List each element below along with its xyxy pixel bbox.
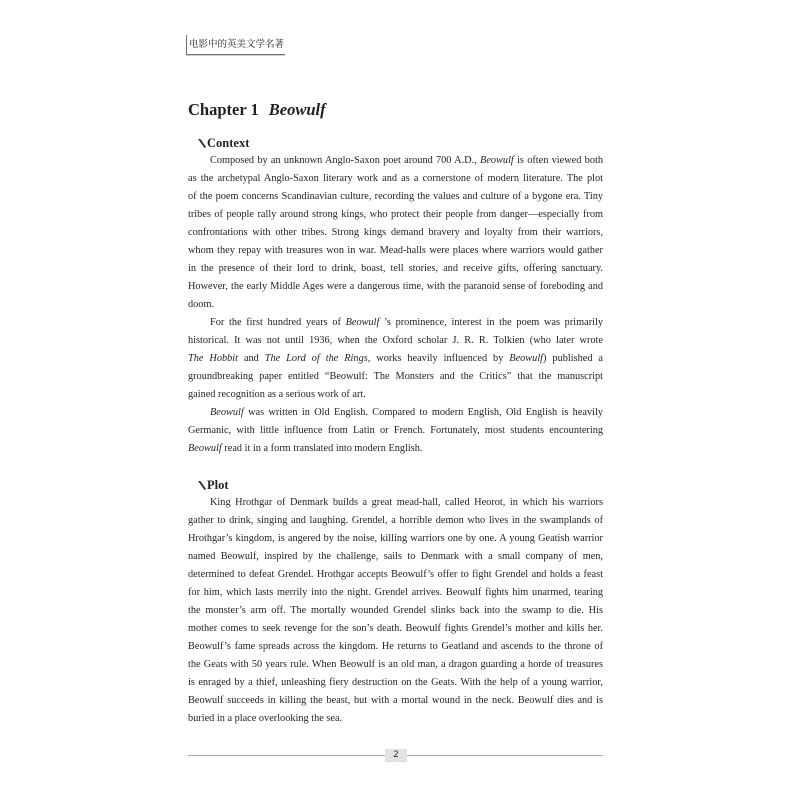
- paragraph: [188, 314, 603, 404]
- text-run: mother comes to seek revenge for the son’s death. Beowulf fights Grendel’s mother and kills her.: [188, 623, 603, 634]
- emphasis-text: The Hobbit: [188, 353, 238, 364]
- emphasis-text: Beowulf: [345, 317, 380, 328]
- running-head: [186, 35, 285, 55]
- text-run: buried in a place overlooking the sea.: [188, 713, 343, 724]
- text-run: as the archetypal Anglo-Saxon literary work and as a cornerstone of modern literature. The plot: [188, 173, 603, 184]
- text-line: [188, 170, 603, 188]
- page-number: 2: [385, 749, 407, 762]
- text-run: ) published a: [543, 353, 603, 364]
- text-run: groundbreaking paper entitled “Beowulf: The Monsters and the Critics” that the manuscript: [188, 371, 603, 382]
- pen-nib-icon: [198, 139, 206, 148]
- text-line: [188, 188, 603, 206]
- text-line: [188, 566, 603, 584]
- text-line: [188, 656, 603, 674]
- text-line: [188, 224, 603, 242]
- section-plot: [188, 476, 603, 728]
- body-text: [188, 134, 603, 728]
- text-line: [188, 602, 603, 620]
- text-line: [188, 710, 603, 728]
- text-line: [188, 530, 603, 548]
- paragraph: [188, 404, 603, 458]
- text-run: named Beowulf, inspired by the challenge, sails to Denmark with a small company of men,: [188, 551, 603, 562]
- paragraph: [188, 494, 603, 728]
- text-run: is enraged by a thief, unleashing fiery destruction on the Geats. With the help of a young warrior,: [188, 677, 603, 688]
- text-run: Beowulf’s fame spreads across the kingdom. He returns to Geatland and ascends to the throne of: [188, 641, 603, 652]
- text-run: determined to defeat Grendel. Hrothgar accepts Beowulf’s offer to fight Grendel and holds a feast: [188, 569, 603, 580]
- text-line: [188, 350, 603, 368]
- text-run: is often viewed both: [513, 155, 603, 166]
- text-line: [188, 548, 603, 566]
- text-run: ’s prominence, interest in the poem was primarily: [379, 317, 603, 328]
- text-run: whom they repay with treasures won in war. Mead-halls were places where warriors would gather: [188, 245, 603, 256]
- text-line: [188, 368, 603, 386]
- text-run: Hrothgar’s kingdom, is angered by the noise, killing warriors one by one. A young Geatish warrior: [188, 533, 603, 544]
- text-line: [188, 314, 603, 332]
- text-run: was written in Old English. Compared to modern English, Old English is heavily: [243, 407, 603, 418]
- text-line: [188, 620, 603, 638]
- text-line: [188, 242, 603, 260]
- text-line: [188, 512, 603, 530]
- pen-nib-icon: [198, 481, 206, 490]
- text-run: Composed by an unknown Anglo-Saxon poet around 700 A.D.,: [210, 155, 481, 166]
- text-run: read it in a form translated into modern English.: [221, 443, 423, 454]
- text-line: [188, 260, 603, 278]
- emphasis-text: Beowulf: [509, 353, 544, 364]
- text-line: [188, 422, 603, 440]
- chapter-name: Beowulf: [268, 100, 326, 119]
- text-line: [188, 278, 603, 296]
- text-run: However, the early Middle Ages were a dangerous time, with the paranoid sense of foreboding and: [188, 281, 603, 292]
- text-run: the monster’s arm off. The mortally wounded Grendel slinks back into the swamp to die. His: [188, 605, 603, 616]
- text-line: [188, 494, 603, 512]
- text-line: [188, 584, 603, 602]
- text-line: [188, 206, 603, 224]
- section-heading-text: Context: [207, 136, 250, 150]
- text-run: gained recognition as a serious work of art.: [188, 389, 366, 400]
- section-heading: [188, 134, 603, 152]
- chapter-label: Chapter 1: [188, 100, 259, 119]
- text-line: [188, 386, 603, 404]
- text-line: [188, 692, 603, 710]
- text-run: and: [238, 353, 265, 364]
- text-run: historical. It was not until 1936, when the Oxford scholar J. R. R. Tolkien (who later wrote: [188, 335, 603, 346]
- text-line: [188, 440, 603, 458]
- text-run: King Hrothgar of Denmark builds a great mead-hall, called Heorot, in which his warriors: [210, 497, 603, 508]
- text-run: for him, which lasts merrily into the night. Grendel arrives. Beowulf fights him unarmed, tearing: [188, 587, 603, 598]
- book-title: 电影中的英美文学名著: [189, 39, 285, 50]
- text-run: doom.: [188, 299, 215, 310]
- emphasis-text: Beowulf: [480, 155, 514, 166]
- text-line: [188, 152, 603, 170]
- section-context: [188, 134, 603, 458]
- paragraph: [188, 152, 603, 314]
- text-line: [188, 404, 603, 422]
- emphasis-text: Beowulf: [188, 443, 222, 454]
- text-run: Beowulf succeeds in killing the beast, but with a mortal wound in the neck. Beowulf dies and is: [188, 695, 603, 706]
- text-run: the Geats with 50 years rule. When Beowulf is an old man, a dragon guarding a horde of treasures: [188, 659, 603, 670]
- section-heading-text: Plot: [207, 478, 229, 492]
- section-heading: [188, 476, 603, 494]
- emphasis-text: Beowulf: [210, 407, 244, 418]
- text-line: [188, 332, 603, 350]
- emphasis-text: The Lord of the Rings: [264, 353, 368, 364]
- text-line: [188, 638, 603, 656]
- text-line: [188, 674, 603, 692]
- text-run: of the poem concerns Scandinavian culture, recording the values and culture of a bygone era. Tiny: [188, 191, 603, 202]
- text-run: tribes of people rally around strong kings, who protect their people from danger—especially from: [188, 209, 603, 220]
- text-run: gather to drink, singing and laughing. Grendel, a horrible demon who lives in the swamplands of: [188, 515, 603, 526]
- text-line: [188, 296, 603, 314]
- text-run: confrontations with other tribes. Strong kings demand bravery and loyalty from their warriors,: [188, 227, 603, 238]
- text-run: Germanic, with little influence from Latin or French. Fortunately, most students encountering: [188, 425, 603, 436]
- text-run: in the presence of their lord to drink, boast, tell stories, and receive gifts, offering sanctuary.: [188, 263, 603, 274]
- text-run: For the first hundred years of: [210, 317, 346, 328]
- chapter-title: [188, 100, 326, 120]
- text-run: , works heavily influenced by: [367, 353, 510, 364]
